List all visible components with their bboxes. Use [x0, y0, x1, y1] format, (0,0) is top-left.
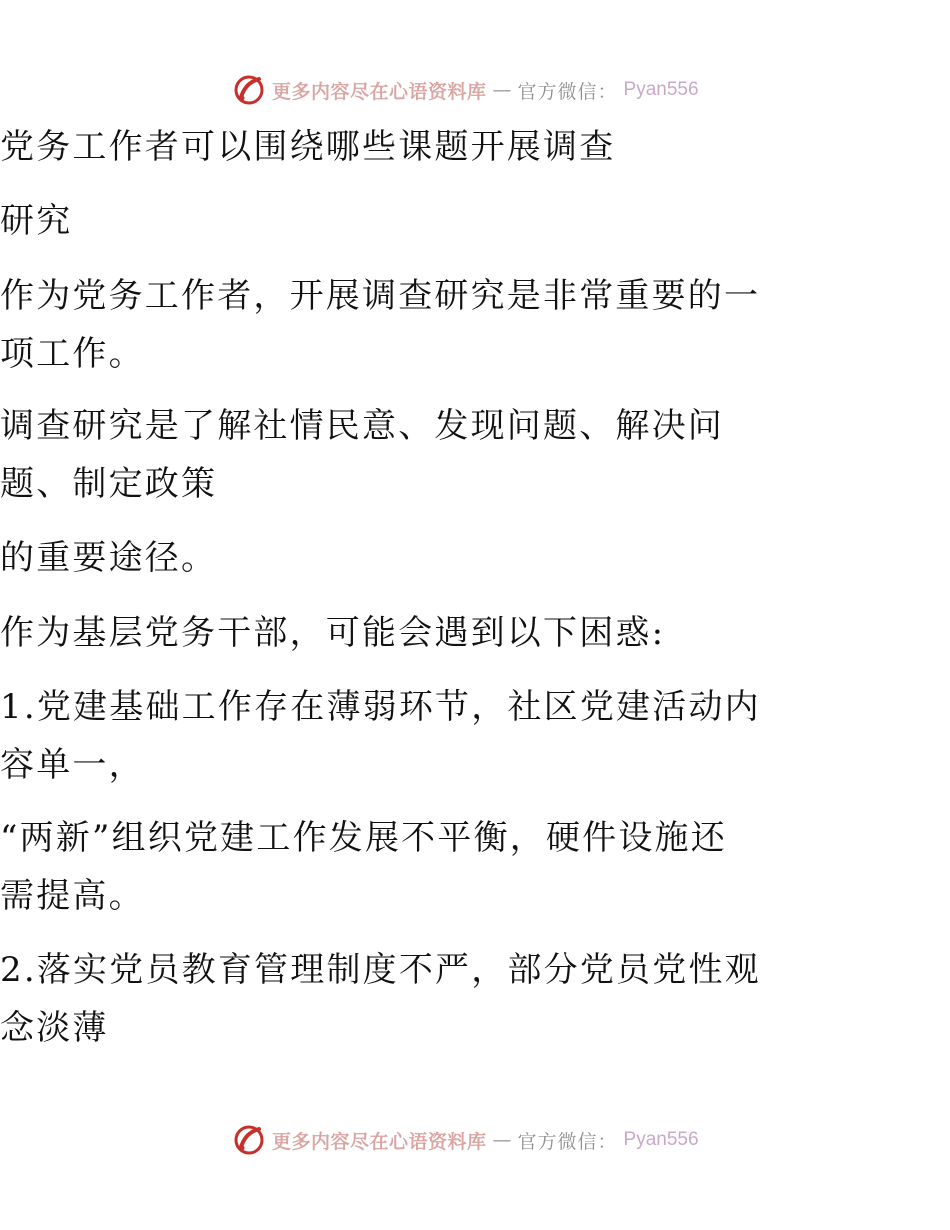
paragraph-line: 的重要途径。: [0, 538, 218, 578]
paragraph-line: 念淡薄: [0, 1008, 109, 1048]
paragraph-line: 调查研究是了解社情民意、发现问题、解决问: [0, 406, 724, 446]
watermark-brand-text: 更多内容尽在心语资料库: [272, 80, 487, 103]
calligraphy-brush-seal-icon: [232, 73, 266, 107]
paragraph-line: 作为基层党务干部，可能会遇到以下困惑:: [0, 613, 666, 653]
calligraphy-brush-seal-icon: [232, 1123, 266, 1157]
watermark-brand-text: 更多内容尽在心语资料库: [272, 1130, 487, 1153]
watermark-wechat-label: 官方微信：: [517, 80, 618, 103]
paragraph-line: 1.党建基础工作存在薄弱环节，社区党建活动内: [0, 687, 761, 727]
paragraph-line: 需提高。: [0, 876, 145, 916]
footer-watermark: [232, 1120, 699, 1160]
watermark-wechat-id: Pyan556: [623, 1129, 699, 1150]
paragraph-line: 2.落实党员教育管理制度不严，部分党员党性观: [0, 950, 761, 990]
paragraph-line: 题、制定政策: [0, 464, 218, 504]
paragraph-line: 项工作。: [0, 334, 145, 374]
header-watermark: [232, 70, 699, 110]
document-title-line-2: 研究: [0, 201, 73, 241]
watermark-wechat-id: Pyan556: [623, 79, 699, 100]
paragraph-line: 作为党务工作者，开展调查研究是非常重要的一: [0, 276, 761, 316]
document-title-line-1: 党务工作者可以围绕哪些课题开展调查: [0, 127, 616, 167]
watermark-wechat-label: 官方微信：: [517, 1130, 618, 1153]
paragraph-line: 容单一，: [0, 745, 145, 785]
watermark-separator: —: [492, 1129, 512, 1151]
watermark-separator: —: [492, 79, 512, 101]
paragraph-line: “两新”组织党建工作发展不平衡，硬件设施还: [0, 818, 727, 858]
